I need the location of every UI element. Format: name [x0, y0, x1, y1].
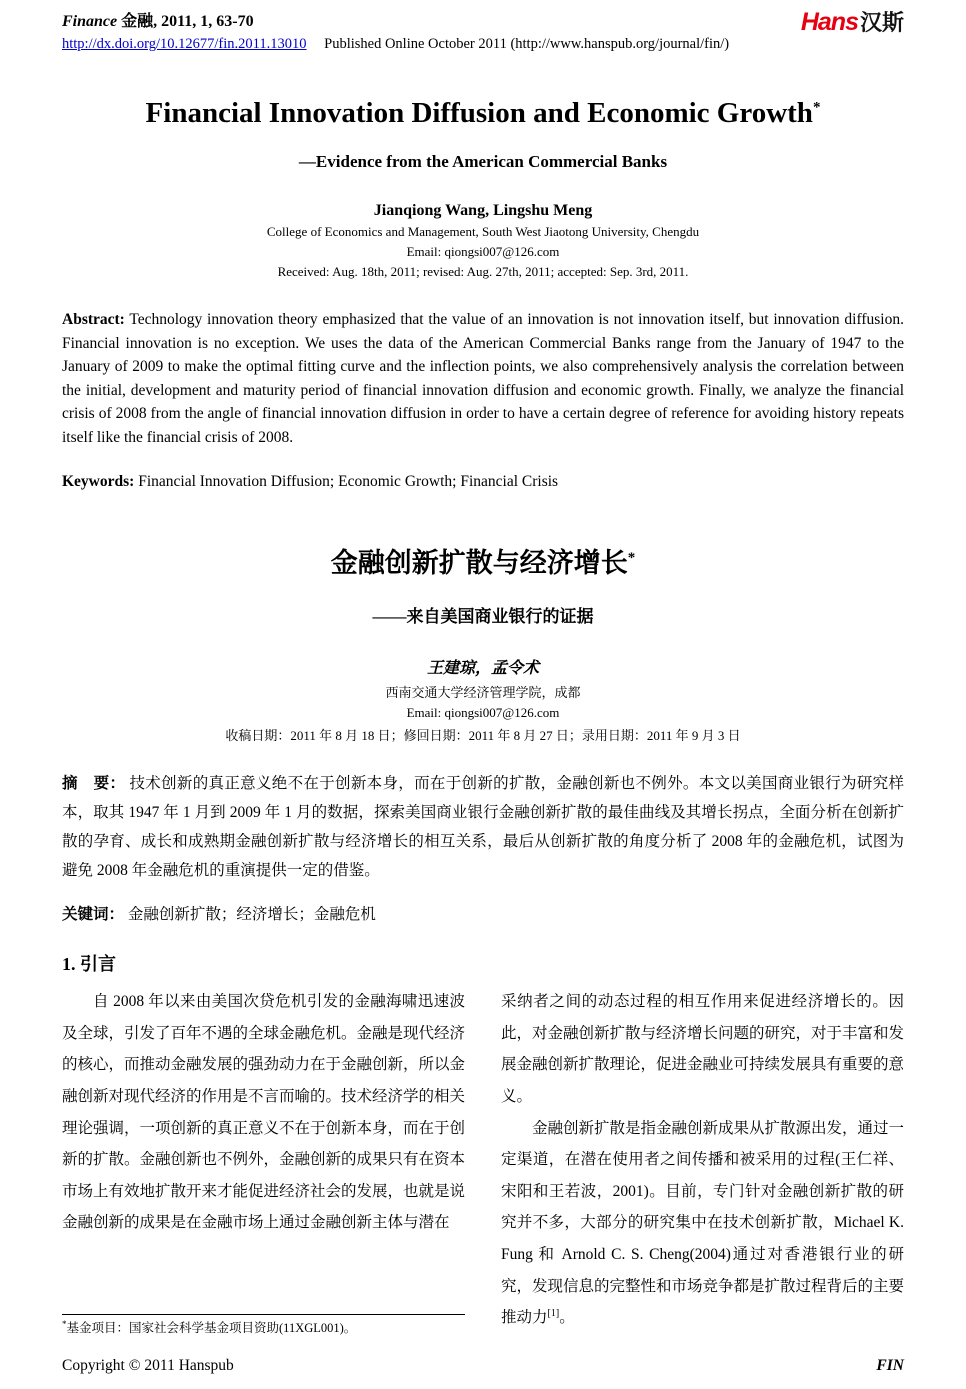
keywords-label-cn: 关键词：	[62, 906, 125, 924]
column-right	[501, 986, 904, 1338]
paper-title-cn-text: 金融创新扩散与经济增长	[330, 548, 628, 579]
paper-title-cn	[62, 541, 904, 580]
page-header	[62, 8, 904, 53]
journal-title: Finance	[62, 13, 118, 30]
footnote-marker: *	[62, 1319, 67, 1330]
keywords-label-en: Keywords:	[62, 473, 135, 491]
journal-volume-info: 金融, 2011, 1, 63-70	[121, 13, 254, 30]
section-1-heading: 1. 引言	[62, 954, 116, 975]
intro-paragraph-right-2	[501, 1113, 904, 1334]
abstract-label-en: Abstract:	[62, 311, 125, 328]
paper-subtitle-en: —Evidence from the American Commercial Banks	[298, 152, 668, 171]
citation-ref-1: [1]	[547, 1308, 560, 1320]
footnote-text: 基金项目：国家社会科学基金项目资助(11XGL001)。	[66, 1321, 357, 1336]
doi-line	[62, 36, 729, 53]
authors-cn: 王建琼，孟令术	[426, 660, 539, 678]
keywords-text-cn: 金融创新扩散；经济增长；金融危机	[127, 906, 376, 924]
page-footer	[62, 1357, 904, 1375]
published-info: Published Online October 2011 (http://www.hanspub.org/journal/fin/)	[324, 36, 730, 52]
abstract-en	[62, 308, 904, 449]
intro-paragraph-right-1: 采纳者之间的动态过程的相互作用来促进经济增长的。因此，对金融创新扩散与经济增长问题的研究，对于丰富和发展金融创新扩散理论，促进金融业可持续发展具有重要的意义。	[501, 993, 905, 1106]
journal-abbreviation: FIN	[876, 1357, 904, 1374]
intro-paragraph-left: 自 2008 年以来由美国次贷危机引发的金融海啸迅速波及全球，引发了百年不遇的全球金融危机。金融是现代经济的核心，而推动金融发展的强劲动力在于金融创新，所以金融创新对现代经济的作用是不言而喻的。技术经济学的相关理论强调，一项创新的真正意义不在于创新本身，而在于创新的扩散。金融创新也不例外，金融创新的成果只有在资本市场上有效地扩散开来才能促进经济社会的发展，也就是说金融创新的成果是在金融市场上通过金融创新主体与潜在	[62, 993, 466, 1232]
title-asterisk-cn: *	[627, 550, 636, 567]
keywords-cn	[62, 902, 904, 924]
paragraph-right-2-text: 金融创新扩散是指金融创新成果从扩散源出发，通过一定渠道，在潜在使用者之间传播和被采用的过程(王仁祥、宋阳和王若波，2001)。目前，专门针对金融创新扩散的研究并不多，大部分的研究集中在技术创新扩散，Michael K. Fung 和 Arnold C. S. Cheng(2004)通过对香港银行业的研究，发现信息的完整性和市场竞争都是扩散过程背后的主要推动力	[501, 1119, 905, 1327]
paper-subtitle-cn: ——来自美国商业银行的证据	[372, 607, 594, 627]
funding-footnote	[62, 1314, 465, 1338]
history-en: Received: Aug. 18th, 2011; revised: Aug. 27th, 2011; accepted: Sep. 3rd, 2011.	[277, 264, 689, 279]
logo-hanzi-text: 汉斯	[859, 10, 904, 35]
copyright-text: Copyright © 2011 Hanspub	[62, 1357, 234, 1374]
hanspub-logo	[801, 10, 904, 35]
history-cn: 收稿日期：2011 年 8 月 18 日；修回日期：2011 年 8 月 27 日；录用日期：2011 年 9 月 3 日	[225, 728, 741, 744]
authors-en: Jianqiong Wang, Lingshu Meng	[373, 202, 593, 219]
paper-title-en-text: Financial Innovation Diffusion and Economic Growth	[145, 97, 813, 129]
affiliation-en: College of Economics and Management, South West Jiaotong University, Chengdu	[266, 224, 700, 239]
affiliation-cn: 西南交通大学经济管理学院，成都	[385, 685, 581, 701]
column-left	[62, 986, 465, 1338]
email-en: Email: qiongsi007@126.com	[406, 244, 560, 259]
journal-line	[62, 8, 729, 31]
keywords-text-en: Financial Innovation Diffusion; Economic Growth; Financial Crisis	[138, 473, 559, 491]
abstract-label-cn: 摘 要：	[62, 775, 126, 793]
paper-title-en	[62, 97, 904, 130]
keywords-en	[62, 473, 904, 491]
abstract-cn	[62, 770, 904, 886]
title-asterisk-en: *	[812, 99, 821, 116]
logo-hans-text: Hans	[800, 8, 858, 36]
two-column-body	[62, 986, 904, 1338]
doi-link[interactable]: http://dx.doi.org/10.12677/fin.2011.13010	[62, 36, 307, 52]
email-cn: Email: qiongsi007@126.com	[406, 705, 560, 721]
abstract-text-en: Technology innovation theory emphasized that the value of an innovation is not innovation itself, but innovation diffusion. Financial innovation is no exception. We uses the data of the American Commercial Banks range from the January of 1947 to the January of 2009 to make the optimal fitting curve and the inflection points, we also comprehensively analysis the correlation between the initial, development and maturity period of financial innovation diffusion and economic growth. Finally, we analyze the financial crisis of 2008 from the angle of financial innovation diffusion in order to have a certain degree of reference for avoiding history repeats itself like the financial crisis of 2008.	[62, 311, 904, 446]
header-left	[62, 8, 729, 53]
paragraph-right-2-tail: 。	[559, 1309, 575, 1327]
abstract-text-cn: 技术创新的真正意义绝不在于创新本身，而在于创新的扩散，金融创新也不例外。本文以美国商业银行为研究样本，取其 1947 年 1 月到 2009 年 1 月的数据，探索美国商业银行金融创新扩散的最佳曲线及其增长拐点，全面分析在创新扩散的孕育、成长和成熟期金融创新扩散与经济增长的相互关系，最后从创新扩散的角度分析了 2008 年的金融危机，试图为避免 2008 年金融危机的重演提供一定的借鉴。	[62, 775, 905, 880]
